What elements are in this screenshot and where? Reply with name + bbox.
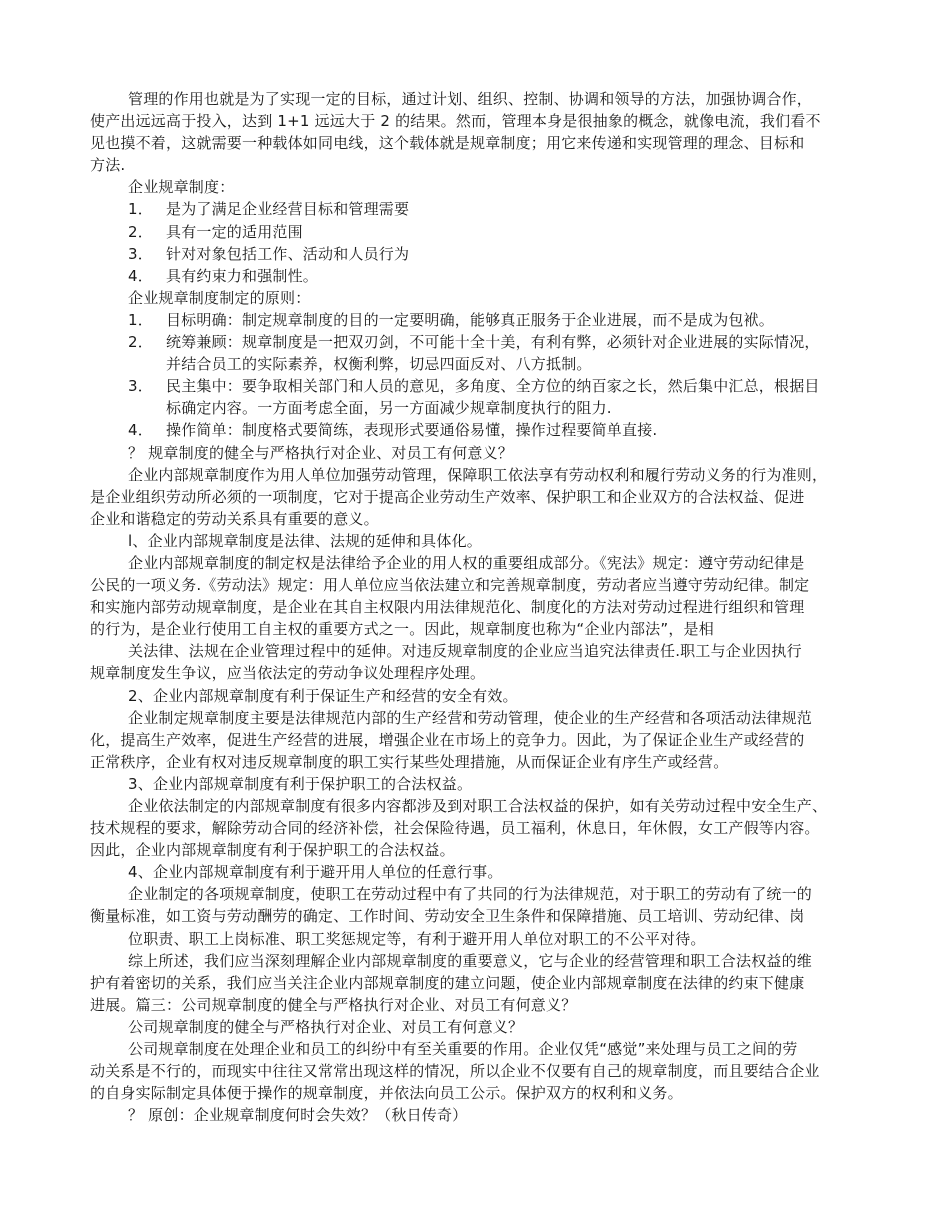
list-number: 2． [128, 333, 153, 352]
text-line: 衡量标准，如工资与劳动酬劳的确定、工作时间、劳动安全卫生条件和保障措施、员工培训、劳动纪律、岗 [90, 907, 805, 926]
list-item-text: 具有一定的适用范围 [166, 222, 303, 241]
text-line: 综上所述，我们应当深刻理解企业内部规章制度的重要意义，它与企业的经营管理和职工合法权益的维 [128, 951, 813, 970]
list-item-text: 针对对象包括工作、活动和人员行为 [166, 244, 410, 263]
text-line: 见也摸不着，这就需要一种载体如同电线，这个载体就是规章制度；用它来传递和实现管理的理念、目标和 [90, 134, 805, 153]
list-item [90, 375, 870, 397]
text-line: 4、企业内部规章制度有利于避开用人单位的任意行事。 [128, 863, 503, 882]
text-line: 并结合员工的实际素养，权衡利弊，切忌四面反对、八方抵制。 [166, 355, 592, 374]
list-item [90, 309, 870, 331]
text-line: 标确定内容。一方面考虑全面，另一方面减少规章制度执行的阻力. [166, 399, 612, 418]
list-item [90, 419, 870, 441]
text-line: 公司规章制度在处理企业和员工的纠纷中有至关重要的作用。企业仅凭“感觉”来处理与员工之间的劳 [128, 1040, 798, 1059]
text-line: 2、企业内部规章制度有利于保证生产和经营的安全有效。 [128, 686, 518, 705]
text-line: 规章制度发生争议，应当依法定的劳动争议处理程序处理。 [90, 664, 486, 683]
text-line: 因此，企业内部规章制度有利于保护职工的合法权益。 [90, 841, 455, 860]
list-item-text: 目标明确：制定规章制度的目的一定要明确，能够真正服务于企业进展，而不是成为包袱。 [166, 310, 775, 329]
text-line: 公民的一项义务.《劳动法》规定：用人单位应当依法建立和完善规章制度，劳动者应当遵守劳动纪律。制定 [90, 576, 810, 595]
text-line: 是企业组织劳动所必须的一项制度，它对于提高企业劳动生产效率、保护职工和企业双方的合法权益、促进 [90, 487, 805, 506]
list-item-text: 是为了满足企业经营目标和管理需要 [166, 200, 410, 219]
text-line: 使产出远远高于投入，达到 1+1 远远大于 2 的结果。然而，管理本身是很抽象的概念，就像电流，我们看不 [90, 112, 821, 131]
list-number: 1． [128, 200, 153, 219]
text-line: 3、企业内部规章制度有利于保护职工的合法权益。 [128, 774, 473, 793]
text-line: 管理的作用也就是为了实现一定的目标，通过计划、组织、控制、协调和领导的方法，加强协调合作， [128, 90, 813, 108]
text-line: 方法. [90, 156, 126, 175]
text-line: 企业规章制度： [128, 178, 235, 197]
text-line: 企业制定规章制度主要是法律规范内部的生产经营和劳动管理，使企业的生产经营和各项活动法律规范 [128, 708, 813, 727]
list-item [90, 265, 870, 287]
text-line: 和实施内部劳动规章制度，是企业在其自主权限内用法律规范化、制度化的方法对劳动过程进行组织和管理 [90, 598, 805, 617]
text-line: ？ 原创：企业规章制度何时会失效？（秋日传奇） [128, 1106, 468, 1125]
text-line: 企业内部规章制度作为用人单位加强劳动管理，保障职工依法享有劳动权利和履行劳动义务的行为准则， [128, 465, 828, 484]
text-line: ？ 规章制度的健全与严格执行对企业、对员工有何意义？ [128, 443, 513, 462]
list-item [90, 331, 870, 353]
text-line: 技术规程的要求，解除劳动合同的经济补偿，社会保险待遇，员工福利，休息日，年休假，女工产假等内容。 [90, 819, 820, 838]
text-line: 企业依法制定的内部规章制度有很多内容都涉及到对职工合法权益的保护，如有关劳动过程中安全生产、 [128, 797, 828, 815]
text-line: 企业和谐稳定的劳动关系具有重要的意义。 [90, 509, 379, 528]
text-line: 正常秩序，企业有权对违反规章制度的职工实行某些处理措施，从而保证企业有序生产或经营。 [90, 752, 729, 771]
text-line: 企业规章制度制定的原则： [128, 288, 311, 307]
list-item-text: 民主集中：要争取相关部门和人员的意见，多角度、全方位的纳百家之长，然后集中汇总，根据目 [166, 377, 820, 396]
list-item-text: 操作简单：制度格式要简练，表现形式要通俗易懂，操作过程要简单直接. [166, 421, 658, 440]
text-line: 动关系是不行的，而现实中往往又常常出现这样的情况，所以企业不仅要有自己的规章制度，而且要结合企业 [90, 1062, 820, 1081]
text-line: l、企业内部规章制度是法律、法规的延伸和具体化。 [128, 531, 482, 550]
list-number: 4． [128, 421, 153, 440]
text-line: 化，提高生产效率，促进生产经营的进展，增强企业在市场上的竞争力。因此，为了保证企业生产或经营的 [90, 730, 805, 749]
text-line: 的自身实际制定具体便于操作的规章制度，并依法向员工公示。保护双方的权利和义务。 [90, 1084, 683, 1103]
list-item [90, 221, 870, 243]
list-number: 4． [128, 266, 153, 285]
text-line: 关法律、法规在企业管理过程中的延伸。对违反规章制度的企业应当追究法律责任.职工与企业因执行 [128, 642, 802, 661]
text-line: 进展。篇三：公司规章制度的健全与严格执行对企业、对员工有何意义？ [90, 995, 577, 1014]
text-line: 企业内部规章制度的制定权是法律给予企业的用人权的重要组成部分。《宪法》规定：遵守劳动纪律是 [128, 553, 805, 572]
text-line: 位职责、职工上岗标准、职工奖惩规定等，有利于避开用人单位对职工的不公平对待。 [128, 929, 706, 948]
text-line: 的行为，是企业行使用工自主权的重要方式之一。因此，规章制度也称为“企业内部法”，是相 [90, 620, 714, 639]
text-line: 护有着密切的关系，我们应当关注企业内部规章制度的建立问题，使企业内部规章制度在法律的约束下健康 [90, 973, 805, 992]
list-item-text: 具有约束力和强制性。 [166, 266, 319, 285]
list-number: 3． [128, 377, 153, 396]
text-line: 公司规章制度的健全与严格执行对企业、对员工有何意义？ [128, 1017, 524, 1036]
list-number: 2． [128, 222, 153, 241]
text-line: 企业制定的各项规章制度，使职工在劳动过程中有了共同的行为法律规范，对于职工的劳动有了统一的 [128, 885, 813, 904]
list-item [90, 243, 870, 265]
list-item-text: 统筹兼顾：规章制度是一把双刃剑，不可能十全十美，有利有弊，必须针对企业进展的实际情况， [166, 333, 820, 352]
list-item [90, 198, 870, 220]
list-number: 1． [128, 310, 153, 329]
list-number: 3． [128, 244, 153, 263]
